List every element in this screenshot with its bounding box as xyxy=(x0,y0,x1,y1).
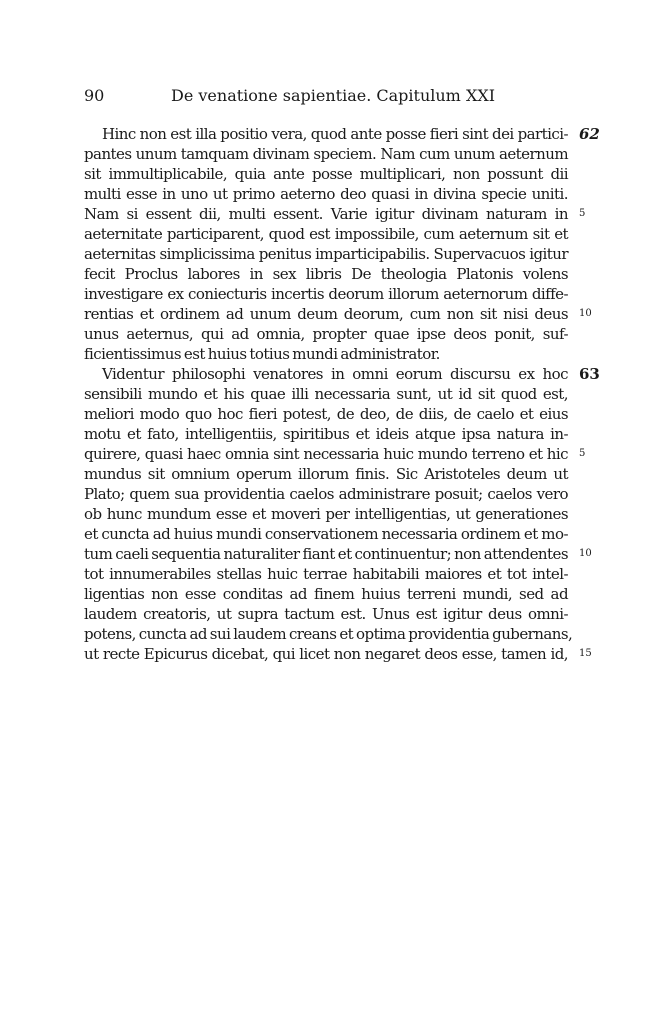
text-line xyxy=(84,184,568,204)
line-text: meliori modo quo hoc fieri potest, de deo, de diis, de caelo et eius xyxy=(84,405,568,423)
text-line xyxy=(84,124,600,144)
text-line xyxy=(84,304,592,324)
line-text: et cuncta ad huius mundi conservationem necessaria ordinem et mo- xyxy=(84,525,568,543)
line-number: 10 xyxy=(579,308,592,319)
text-line xyxy=(84,244,568,264)
line-number: 5 xyxy=(579,448,586,459)
line-text: unus aeternus, qui ad omnia, propter quae ipse deos ponit, suf- xyxy=(84,325,568,343)
line-text: quirere, quasi haec omnia sint necessaria huic mundo terreno et hic xyxy=(84,445,568,463)
text-line xyxy=(84,284,568,304)
line-text: ob hunc mundum esse et moveri per intelligentias, ut generationes xyxy=(84,505,568,523)
line-text: ficientissimus est huius totius mundi administrator. xyxy=(84,345,440,363)
page-header xyxy=(84,84,564,108)
section-number: 63 xyxy=(579,365,600,383)
line-text: tot innumerabiles stellas huic terrae habitabili maiores et tot intel- xyxy=(84,565,568,583)
text-line xyxy=(84,144,568,164)
line-text: rentias et ordinem ad unum deum deorum, cum non sit nisi deus xyxy=(84,305,568,323)
line-text: sit immultiplicabile, quia ante posse multiplicari, non possunt dii xyxy=(84,165,568,183)
line-text: mundus sit omnium operum illorum finis. Sic Aristoteles deum ut xyxy=(84,465,568,483)
line-number: 10 xyxy=(579,548,592,559)
text-line xyxy=(84,484,568,504)
section-number: 62 xyxy=(579,125,600,143)
line-text: Plato; quem sua providentia caelos administrare posuit; caelos vero xyxy=(84,485,568,503)
text-line xyxy=(84,344,568,364)
running-head: De venatione sapientiae. Capitulum XXI xyxy=(171,86,496,105)
line-text: tum caeli sequentia naturaliter fiant et continuentur; non attendentes xyxy=(84,545,568,563)
line-text: sensibili mundo et his quae illi necessaria sunt, ut id sit quod est, xyxy=(84,385,568,403)
body-text xyxy=(84,124,600,664)
text-line xyxy=(84,364,600,384)
text-line xyxy=(84,424,568,444)
line-text: pantes unum tamquam divinam speciem. Nam cum unum aeternum xyxy=(84,145,568,163)
line-text: multi esse in uno ut primo aeterno deo quasi in divina specie uniti. xyxy=(84,185,568,203)
text-line xyxy=(84,164,568,184)
line-text: ut recte Epicurus dicebat, qui licet non negaret deos esse, tamen id, xyxy=(84,645,568,663)
line-text: fecit Proclus labores in sex libris De theologia Platonis volens xyxy=(84,265,568,283)
line-text: investigare ex coniecturis incertis deorum illorum aeternorum diffe- xyxy=(84,285,568,303)
page-number: 90 xyxy=(84,86,105,105)
text-line xyxy=(84,204,586,224)
text-line xyxy=(84,624,573,644)
line-number: 5 xyxy=(579,208,586,219)
text-line xyxy=(84,504,568,524)
line-text: potens, cuncta ad sui laudem creans et optima providentia gubernans, xyxy=(84,625,573,643)
text-line xyxy=(84,464,568,484)
line-number: 15 xyxy=(579,648,592,659)
text-line xyxy=(84,524,568,544)
text-line xyxy=(84,564,568,584)
line-text: Videntur philosophi venatores in omni eorum discursu ex hoc xyxy=(102,365,568,383)
text-line xyxy=(84,384,568,404)
text-line xyxy=(84,604,568,624)
text-line xyxy=(84,444,586,464)
text-line xyxy=(84,404,568,424)
text-line xyxy=(84,264,568,284)
text-line xyxy=(84,584,568,604)
line-text: ligentias non esse conditas ad finem huius terreni mundi, sed ad xyxy=(84,585,568,603)
line-text: Nam si essent dii, multi essent. Varie igitur divinam naturam in xyxy=(84,205,568,223)
line-text: aeternitate participarent, quod est impossibile, cum aeternum sit et xyxy=(84,225,568,243)
text-line xyxy=(84,644,592,664)
line-text: aeternitas simplicissima penitus imparticipabilis. Supervacuos igitur xyxy=(84,245,568,263)
text-line xyxy=(84,544,592,564)
line-text: laudem creatoris, ut supra tactum est. Unus est igitur deus omni- xyxy=(84,605,568,623)
line-text: motu et fato, intelligentiis, spiritibus et ideis atque ipsa natura in- xyxy=(84,425,568,443)
line-text: Hinc non est illa positio vera, quod ante posse fieri sint dei partici- xyxy=(102,125,568,143)
text-line xyxy=(84,224,568,244)
text-line xyxy=(84,324,568,344)
